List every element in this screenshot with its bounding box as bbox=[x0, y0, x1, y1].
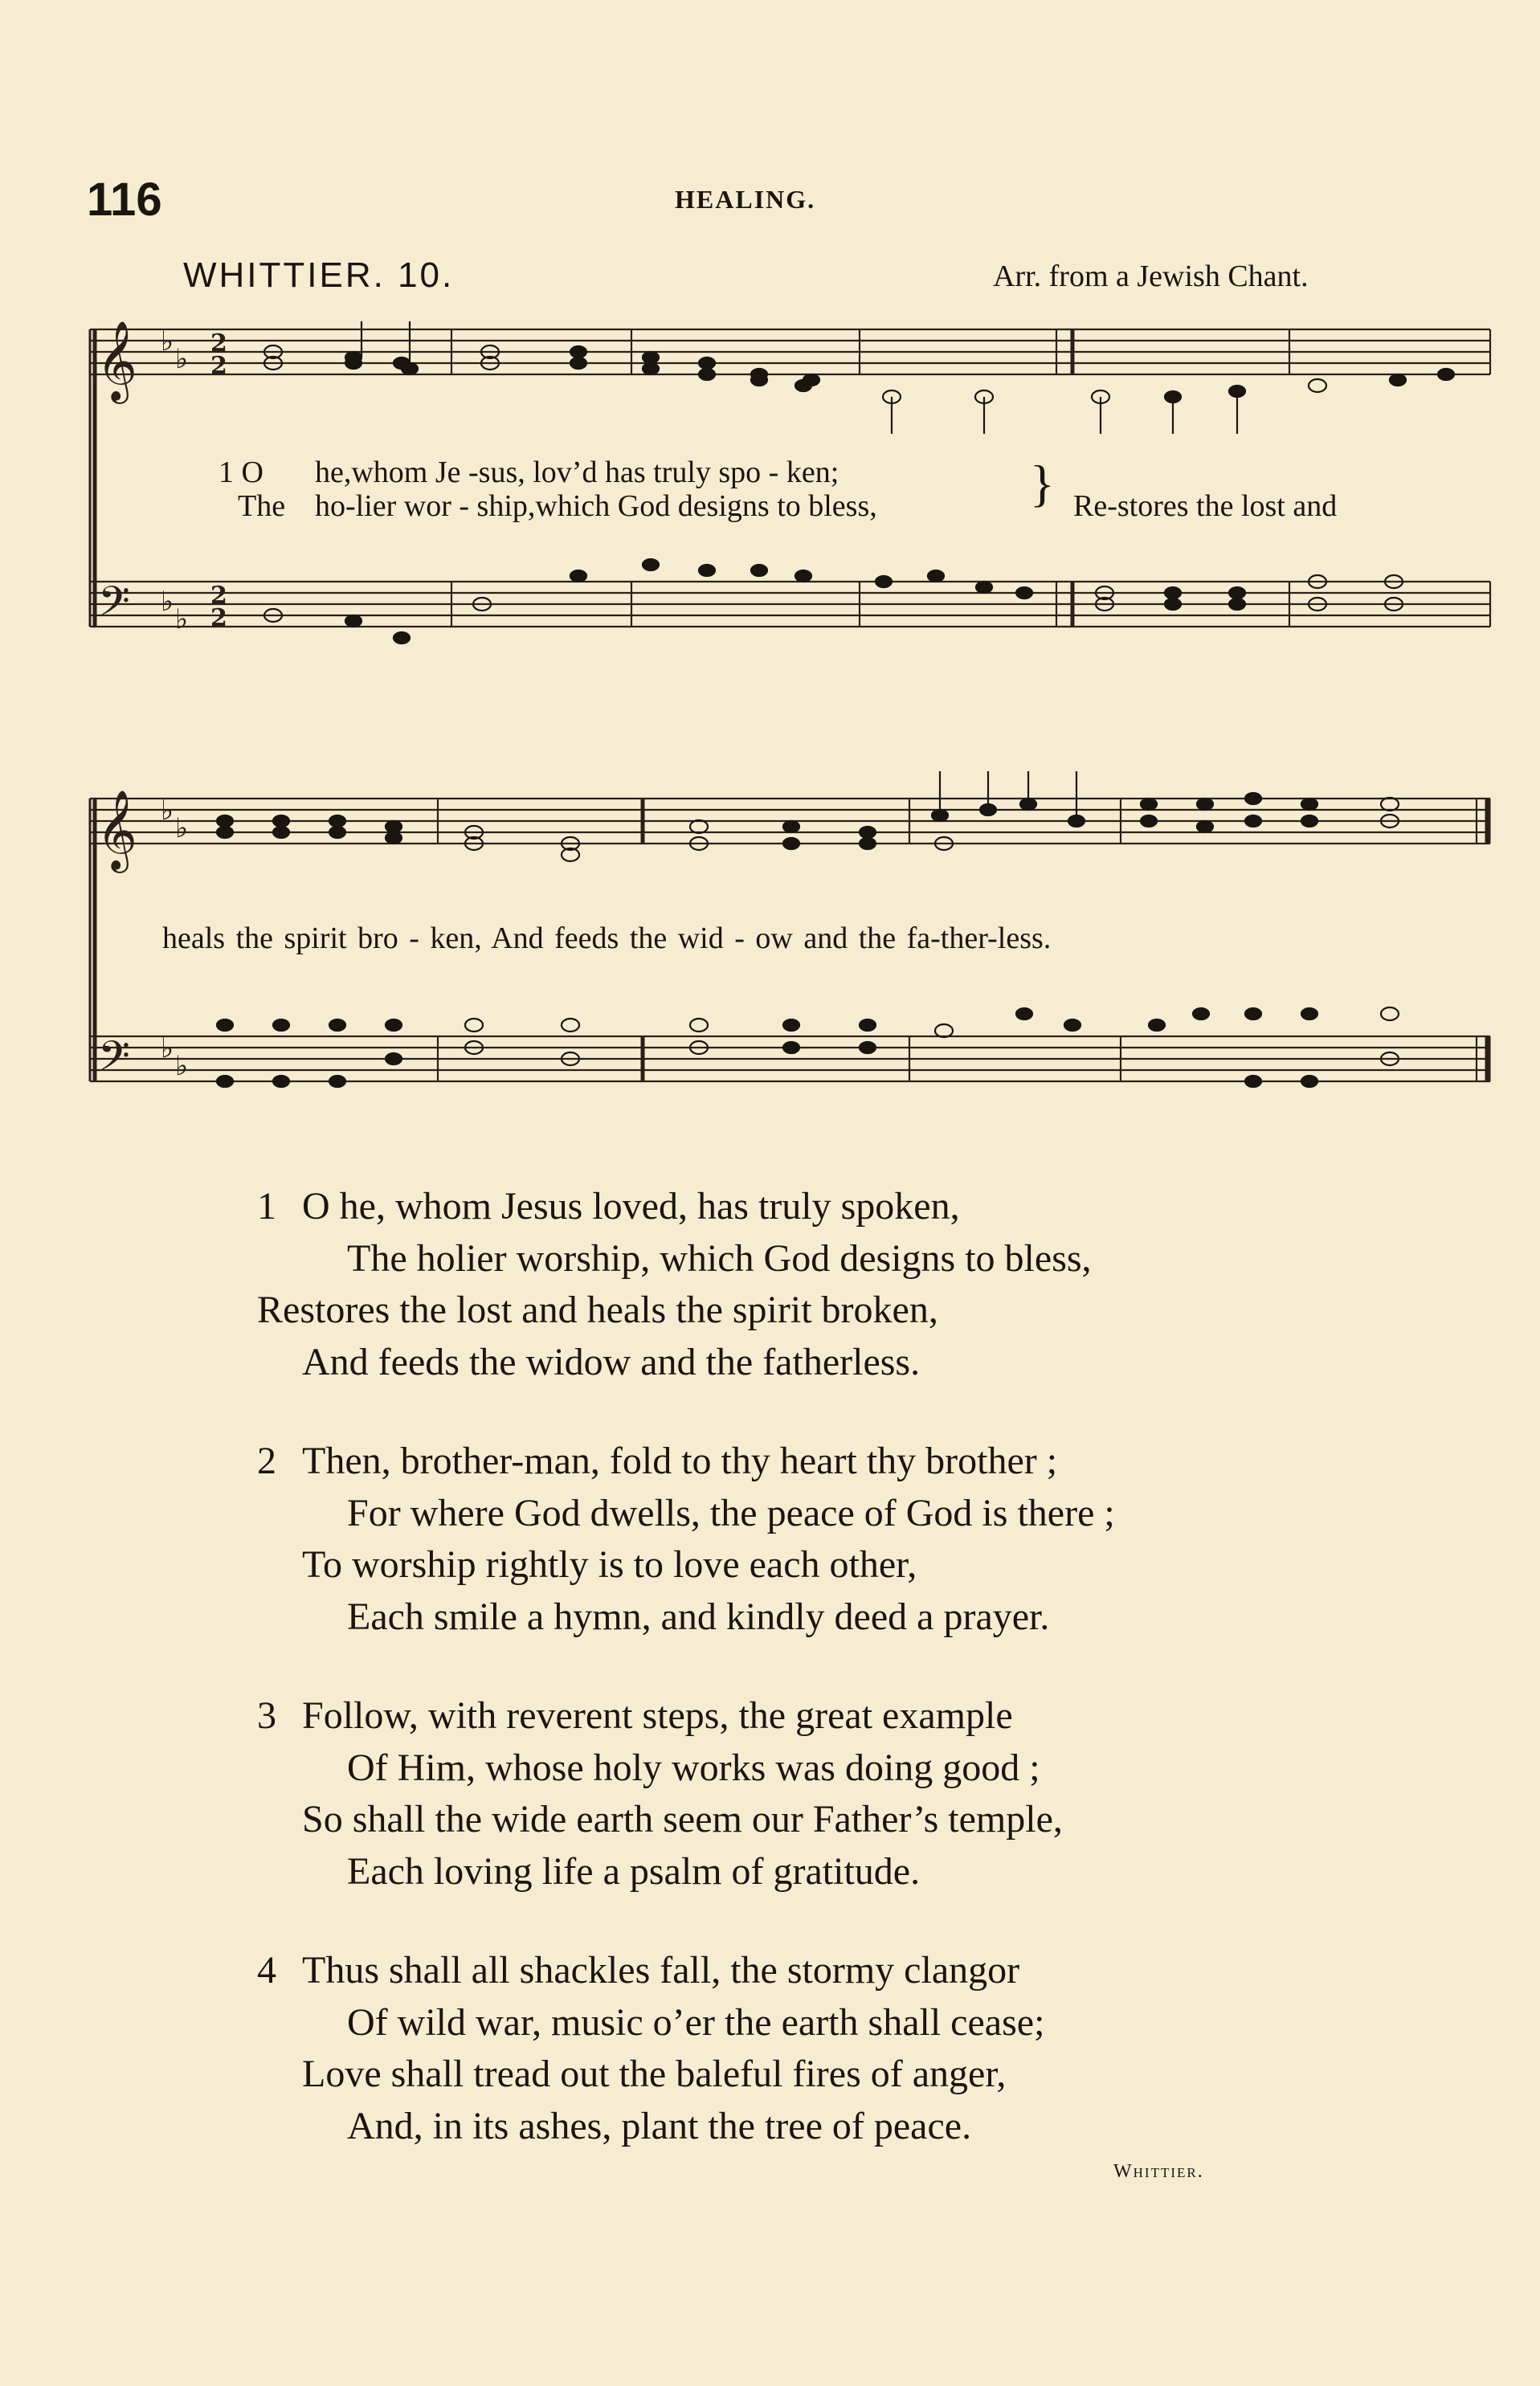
svg-text:2: 2 bbox=[210, 582, 227, 610]
stanza-line: For where God dwells, the peace of God is there ; bbox=[347, 1491, 1115, 1534]
svg-text:♭: ♭ bbox=[161, 795, 174, 827]
page-number: 116 bbox=[87, 174, 162, 226]
stanza-line: Each loving life a psalm of gratitude. bbox=[347, 1849, 921, 1893]
svg-text:2: 2 bbox=[210, 604, 227, 632]
stanza-number-score: 1 O bbox=[219, 456, 263, 489]
stanza-line: So shall the wide earth seem our Father’s temple, bbox=[302, 1798, 1063, 1841]
svg-text:♭: ♭ bbox=[175, 1050, 189, 1082]
stanza-line: The holier worship, which God designs to bless, bbox=[347, 1236, 1092, 1280]
stanza-1 bbox=[257, 1181, 1092, 1388]
score-lyric-continuation: Re-stores the lost and bbox=[1073, 489, 1338, 523]
stanza-line: Then, brother-man, fold to thy heart thy brother ; bbox=[302, 1440, 1058, 1482]
stanza-line: Of Him, whose holy works was doing good ; bbox=[347, 1746, 1040, 1789]
svg-text:2: 2 bbox=[210, 352, 227, 380]
svg-text:♭: ♭ bbox=[161, 586, 174, 618]
treble-staff-1 bbox=[90, 329, 1490, 374]
stanza-2 bbox=[257, 1436, 1115, 1643]
stanza-4 bbox=[257, 1945, 1044, 2152]
score-lyric-line-2: ho-lier wor - ship,which God designs to bless, bbox=[315, 489, 877, 523]
stanza-line: O he, whom Jesus loved, has truly spoken, bbox=[302, 1185, 960, 1228]
stanza-line: To worship rightly is to love each other, bbox=[302, 1543, 917, 1586]
section-title: HEALING. bbox=[675, 185, 816, 214]
score-lyric-system-2: heals the spirit bro - ken, And feeds the wid - ow and the fa-ther-less. bbox=[162, 921, 1052, 955]
stanza-line: Of wild war, music o’er the earth shall cease; bbox=[347, 2000, 1045, 2044]
stanza-line: And, in its ashes, plant the tree of peace. bbox=[347, 2104, 972, 2147]
svg-text:♭: ♭ bbox=[175, 603, 189, 635]
score-lyric-line-1: he,whom Je -sus, lov’d has truly spo - ken; bbox=[315, 456, 839, 489]
bass-clef-icon: 𝄢 bbox=[98, 577, 130, 635]
svg-text:2: 2 bbox=[210, 329, 227, 357]
svg-text:♭: ♭ bbox=[161, 1032, 174, 1064]
stanza-line: Each smile a hymn, and kindly deed a prayer. bbox=[347, 1595, 1050, 1638]
svg-text:♭: ♭ bbox=[161, 325, 174, 357]
svg-text:♭: ♭ bbox=[175, 343, 189, 375]
bass-clef-icon: 𝄢 bbox=[98, 1032, 130, 1090]
author-credit: Whittier. bbox=[1113, 2161, 1204, 2182]
stanza-number: 4 bbox=[257, 1949, 276, 1992]
stanza-3 bbox=[257, 1690, 1063, 1898]
bass-staff-1 bbox=[90, 582, 1490, 627]
stanza-line: Restores the lost and heals the spirit broken, bbox=[257, 1289, 938, 1331]
stanza-number: 2 bbox=[257, 1440, 276, 1482]
score-lyric-line-2-lead: The bbox=[238, 489, 286, 523]
stanza-line: Follow, with reverent steps, the great example bbox=[302, 1694, 1013, 1737]
attribution: Arr. from a Jewish Chant. bbox=[993, 259, 1309, 293]
stanza-number: 1 bbox=[257, 1185, 276, 1228]
stanza-line: And feeds the widow and the fatherless. bbox=[302, 1340, 921, 1383]
music-score bbox=[0, 0, 1540, 1141]
svg-text:♭: ♭ bbox=[175, 812, 189, 844]
tune-name: WHITTIER. 10. bbox=[183, 255, 455, 295]
stanza-number: 3 bbox=[257, 1694, 276, 1737]
stanza-line: Thus shall all shackles fall, the stormy clangor bbox=[302, 1949, 1020, 1992]
stanza-line: Love shall tread out the baleful fires of anger, bbox=[302, 2053, 1007, 2095]
treble-clef-icon: 𝄞 bbox=[96, 790, 137, 870]
treble-clef-icon: 𝄞 bbox=[96, 321, 137, 401]
lyric-brace: } bbox=[1030, 455, 1055, 512]
